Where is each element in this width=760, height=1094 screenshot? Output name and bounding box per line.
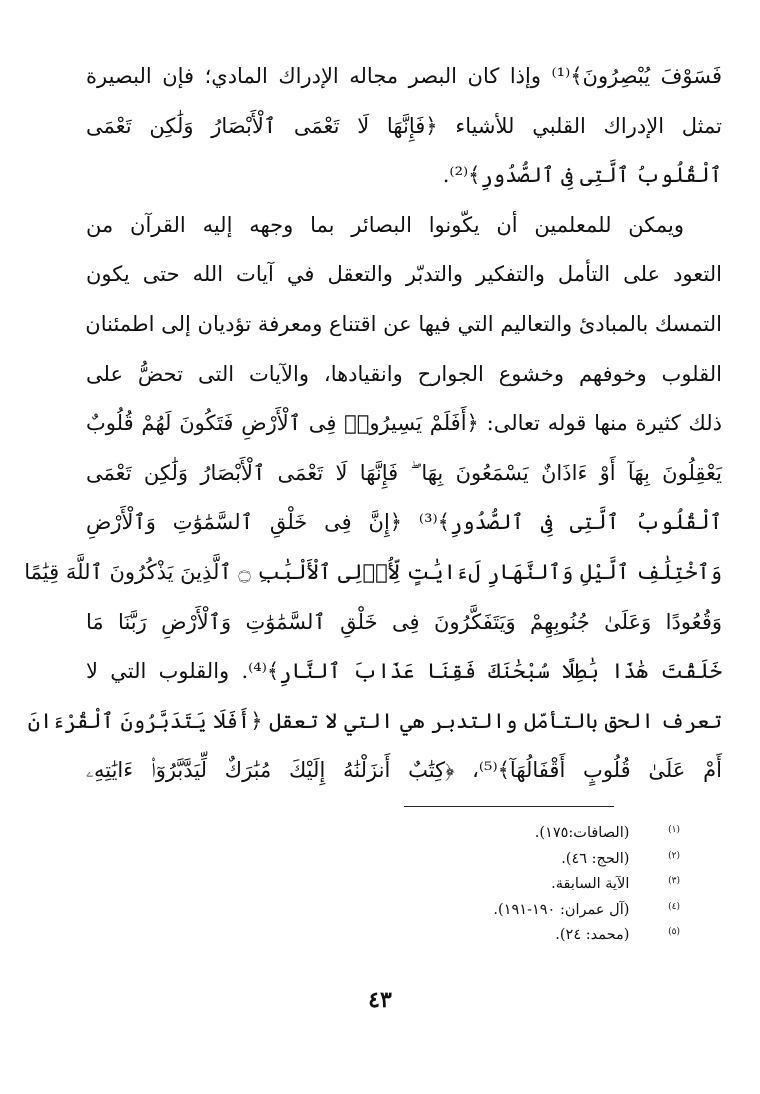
text-line: ذلك كثيرة منها قوله تعالى: ﴿أَفَلَمْ يَسِيرُوا۟ فِى ٱلْأَرْضِ فَتَكُونَ لَهُمْ قُلُوبٌ	[86, 411, 722, 436]
footnote-number: (١)	[668, 825, 680, 835]
main-text	[24, 52, 722, 796]
text-line: أَمْ عَلَىٰ قُلُوبٍ أَقْفَالُهَآ﴾⁽⁵⁾، ﴿كِتَٰبٌ أَنزَلْنَٰهُ إِلَيْكَ مُبَٰرَكٌ لِّيَدَّبَّرُوٓا۟ ءَايَٰتِهِۦ	[86, 758, 722, 783]
footnotes	[330, 818, 680, 946]
text-line: التمسك بالمبادئ والتعاليم التي فيها عن اقتناع ومعرفة تؤديان إلى اطمئنان	[85, 311, 722, 336]
footnote	[330, 895, 680, 921]
footnote-text: الآية السابقة.	[551, 876, 630, 892]
text-line: ٱلْقُلُوبُ ٱلَّتِى فِى ٱلصُّدُورِ﴾⁽²⁾.	[442, 163, 722, 188]
text-line: تمثل الإدراك القلبي للأشياء ﴿فَإِنَّهَا لَا تَعْمَى ٱلْأَبْصَارُ وَلَٰكِن تَعْمَى	[86, 113, 722, 138]
footnote-text: (آل عمران: ١٩٠-١٩١).	[493, 901, 630, 918]
text-line: يَعْقِلُونَ بِهَآ أَوْ ءَاذَانٌ يَسْمَعُونَ بِهَا ۖ فَإِنَّهَا لَا تَعْمَى ٱلْأَبْصَارُ وَلَٰكِن تَعْمَى	[86, 460, 722, 485]
paragraph-first-line: ويمكن للمعلمين أن يكّونوا البصائر بما وجهه إليه القرآن من	[86, 212, 684, 237]
footnote-number: (٤)	[668, 901, 680, 912]
text-line: فَسَوْفَ يُبْصِرُونَ﴾⁽¹⁾ وإذا كان البصر مجاله الإدراك المادي؛ فإن البصيرة	[86, 64, 722, 88]
footnote-text: (الحج: ٤٦).	[561, 850, 630, 867]
footnote	[330, 818, 680, 844]
footnote-number: (٥)	[668, 927, 680, 937]
footnote	[330, 869, 680, 895]
text-line: القلوب وخوفهم وخشوع الجوارح وانقيادها، والآيات التى تحضُّ على	[86, 361, 722, 386]
footnote-text: (الصافات:١٧٥).	[534, 825, 630, 841]
text-line: تعرف الحق بالتأمّل والتدبر هي التي لا تعقل ﴿أَفَلَا يَتَدَبَّرُونَ ٱلْقُرْءَانَ	[27, 708, 722, 733]
text-line: وَٱخْتِلَٰفِ ٱلَّيْلِ وَٱلنَّهَارِ لَءَايَٰتٍ لِّأُو۟لِى ٱلْأَلْبَٰبِ ۝ ٱلَّذِينَ يَذْكُرُونَ ٱللَّهَ قِيَٰمًا	[24, 559, 722, 584]
text-line: خَلَقْتَ هَٰذَا بَٰطِلًا سُبْحَٰنَكَ فَقِنَا عَذَابَ ٱلنَّارِ﴾⁽⁴⁾. والقلوب التي لا	[86, 659, 722, 684]
page-number: ٤٣	[368, 987, 392, 1013]
footnote-number: (٣)	[668, 876, 680, 886]
footnote-separator	[404, 806, 614, 807]
footnote-number: (٢)	[668, 850, 680, 861]
footnote	[330, 920, 680, 946]
text-line: ٱلْقُلُوبُ ٱلَّتِى فِى ٱلصُّدُورِ﴾⁽³⁾ ﴿إِنَّ فِى خَلْقِ ٱلسَّمَٰوَٰتِ وَٱلْأَرْضِ	[86, 510, 722, 535]
footnote	[330, 844, 680, 870]
text-line: التعود على التأمل والتفكير والتدبّر والتعقل في آيات الله حتى يكون	[86, 262, 722, 287]
text-line: وَقُعُودًا وَعَلَىٰ جُنُوبِهِمْ وَيَتَفَكَّرُونَ فِى خَلْقِ ٱلسَّمَٰوَٰتِ وَٱلْأَرْضِ رَبَّنَا مَا	[86, 609, 722, 634]
footnote-text: (محمد: ٢٤).	[555, 927, 630, 943]
